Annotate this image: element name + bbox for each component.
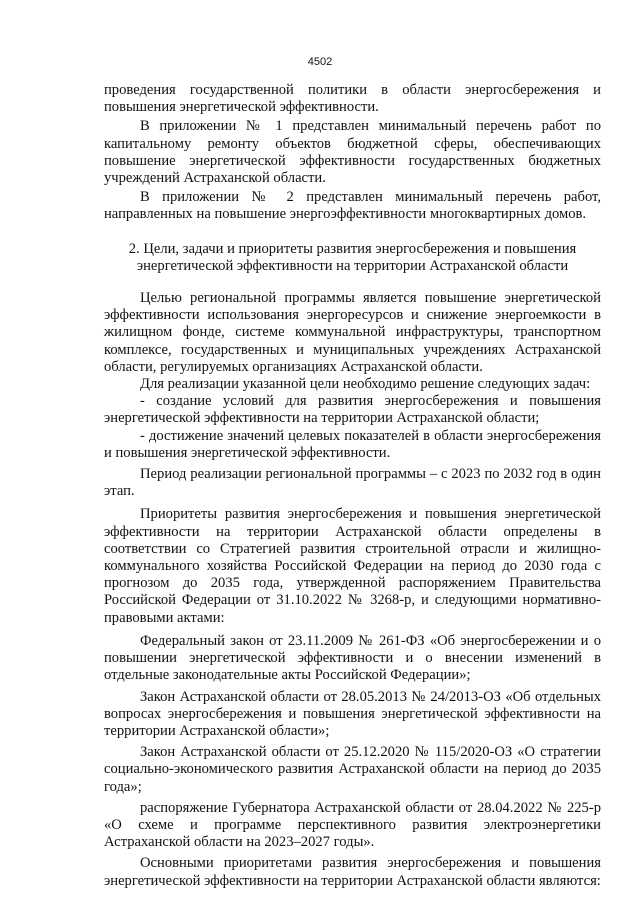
paragraph-goal: Целью региональной программы является повышение энергетической эффективности использования энергоресурсов и снижение энергоемкости в жилищном фонде, системе коммунальной инфраструктуры, транспортном комплексе, государственных и муниципальных учреждениях Астраханской области, регулируемых организациях Астраханской области. <box>104 290 601 375</box>
paragraph-period: Период реализации региональной программы – с 2023 по 2032 год в один этап. <box>104 466 601 500</box>
paragraph-main-priorities: Основными приоритетами развития энергосбережения и повышения энергетической эффективности на территории Астраханской области являются: <box>104 855 601 889</box>
list-item-task-2: - достижение значений целевых показателей в области энергосбережения и повышения энергетической эффективности. <box>104 427 601 461</box>
paragraph-appendix-1: В приложении № 1 представлен минимальный перечень работ по капитальному ремонту объектов бюджетной сферы, обеспечивающих повышение энергетической эффективности государственных бюджетных учреждений Астраханской области. <box>104 118 601 187</box>
section-heading <box>104 241 601 275</box>
page-number: 4502 <box>307 56 333 68</box>
paragraph-tasks-intro: Для реализации указанной цели необходимо решение следующих задач: <box>140 376 591 393</box>
paragraph-intro-continuation: проведения государственной политики в области энергосбережения и повышения энергетической эффективности. <box>104 82 601 116</box>
list-item-task-1: - создание условий для развития энергосбережения и повышения энергетической эффективности на территории Астраханской области; <box>104 393 601 427</box>
paragraph-priorities: Приоритеты развития энергосбережения и повышения энергетической эффективности на территории Астраханской области определены в соответствии со Стратегией развития строительной отрасли и жилищно-коммунального хозяйства Российской Федерации на период до 2030 года с прогнозом до 2035 года, утвержденной распоряжением Правительства Российской Федерации от 31.10.2022 № 3268-р, и следующими нормативно-правовыми актами: <box>104 506 601 626</box>
section-heading-line-2: энергетической эффективности на территории Астраханской области <box>136 257 569 274</box>
document-body <box>104 82 601 890</box>
paragraph-governor-order: распоряжение Губернатора Астраханской области от 28.04.2022 № 225-р «О схеме и программе перспективного развития электроэнергетики Астраханской области на 2023–2027 годы». <box>104 799 601 851</box>
paragraph-federal-law: Федеральный закон от 23.11.2009 № 261-ФЗ «Об энергосбережении и о повышении энергетической эффективности и о внесении изменений в отдельные законодательные акты Российской Федерации»; <box>104 632 601 684</box>
paragraph-regional-law-2020: Закон Астраханской области от 25.12.2020 № 115/2020-ОЗ «О стратегии социально-экономического развития Астраханской области на период до 2035 года»; <box>104 744 601 795</box>
paragraph-appendix-2: В приложении № 2 представлен минимальный перечень работ, направленных на повышение энергоэффективности многоквартирных домов. <box>104 189 601 223</box>
section-heading-line-1: 2. Цели, задачи и приоритеты развития энергосбережения и повышения <box>128 240 577 257</box>
paragraph-regional-law-2013: Закон Астраханской области от 28.05.2013 № 24/2013-ОЗ «Об отдельных вопросах энергосбережения и повышения энергетической эффективности на территории Астраханской области»; <box>104 688 601 739</box>
